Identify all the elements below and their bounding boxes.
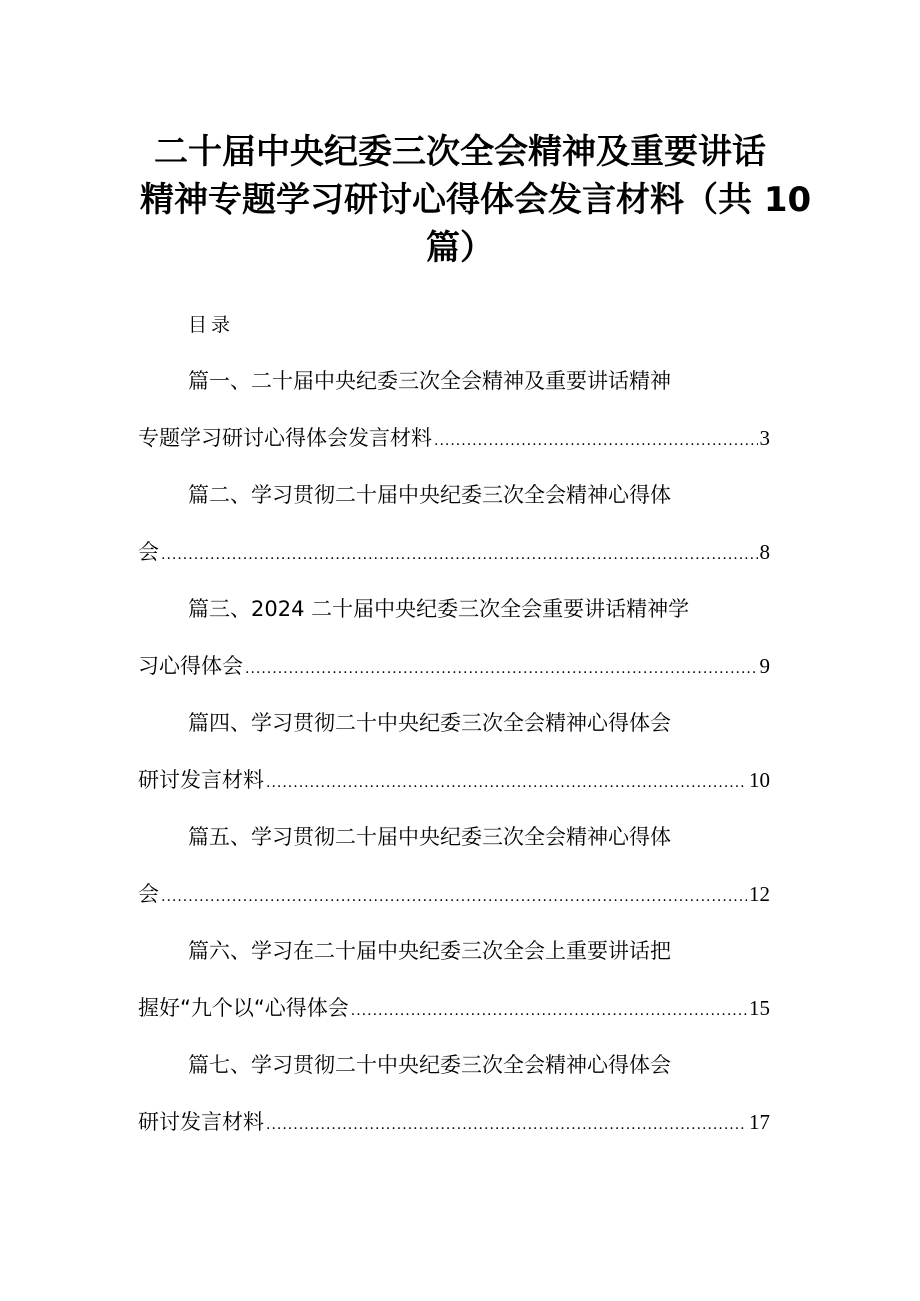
toc-entry-title-rest: 会 xyxy=(138,882,159,906)
toc-entry-6[interactable] xyxy=(138,926,770,1040)
toc-entry-7[interactable] xyxy=(138,1040,770,1154)
dot-leader xyxy=(351,986,747,1036)
toc-entry-continuation xyxy=(138,641,770,691)
toc-page-number: 9 xyxy=(759,654,770,678)
toc-page-number: 12 xyxy=(749,882,770,906)
toc-page-number: 15 xyxy=(749,996,770,1020)
toc-entry-continuation xyxy=(138,413,770,463)
dot-leader xyxy=(266,758,747,808)
toc-entry-continuation xyxy=(138,755,770,805)
toc-page-number: 8 xyxy=(759,540,770,564)
title-line-3: 篇） xyxy=(426,228,494,268)
toc-entry-2[interactable] xyxy=(138,470,770,584)
title-line-1: 二十届中央纪委三次全会精神及重要讲话 xyxy=(154,132,766,172)
title-line-2: 精神专题学习研讨心得体会发言材料（共 10 xyxy=(140,180,812,220)
toc-entry-title: 篇四、学习贯彻二十中央纪委三次全会精神心得体会 xyxy=(188,711,671,735)
dot-leader xyxy=(161,872,747,922)
toc-entry-title: 篇一、二十届中央纪委三次全会精神及重要讲话精神 xyxy=(188,369,671,393)
toc-entry-title: 篇三、2024 二十届中央纪委三次全会重要讲话精神学 xyxy=(188,597,690,621)
toc-entry-title-rest: 研讨发言材料 xyxy=(138,768,264,792)
toc-entry-4[interactable] xyxy=(138,698,770,812)
document-title xyxy=(140,128,812,272)
dot-leader xyxy=(161,530,758,580)
toc-entry-title-rest: 专题学习研讨心得体会发言材料 xyxy=(138,426,432,450)
dot-leader xyxy=(434,416,758,466)
toc-page-number: 10 xyxy=(749,768,770,792)
toc-page-number: 3 xyxy=(759,426,770,450)
toc-heading: 目录 xyxy=(188,314,235,336)
toc-entry-title-rest: 会 xyxy=(138,540,159,564)
toc-entry-title-rest: 习心得体会 xyxy=(138,654,243,678)
toc-entry-3[interactable] xyxy=(138,584,770,698)
toc-entry-5[interactable] xyxy=(138,812,770,926)
toc-entry-1[interactable] xyxy=(138,356,770,470)
toc-page-number: 17 xyxy=(749,1110,770,1134)
toc-entry-title: 篇七、学习贯彻二十中央纪委三次全会精神心得体会 xyxy=(188,1053,671,1077)
dot-leader xyxy=(266,1100,747,1150)
dot-leader xyxy=(245,644,758,694)
toc-entry-title-rest: 握好“九个以“心得体会 xyxy=(138,996,349,1020)
toc-entry-title: 篇五、学习贯彻二十届中央纪委三次全会精神心得体 xyxy=(188,825,671,849)
toc-entry-continuation xyxy=(138,1097,770,1147)
toc-entry-title-rest: 研讨发言材料 xyxy=(138,1110,264,1134)
toc-entry-title: 篇六、学习在二十届中央纪委三次全会上重要讲话把 xyxy=(188,939,671,963)
toc-entry-continuation xyxy=(138,527,770,577)
toc-entry-continuation xyxy=(138,983,770,1033)
toc-entry-title: 篇二、学习贯彻二十届中央纪委三次全会精神心得体 xyxy=(188,483,671,507)
table-of-contents xyxy=(138,356,770,1154)
toc-entry-continuation xyxy=(138,869,770,919)
